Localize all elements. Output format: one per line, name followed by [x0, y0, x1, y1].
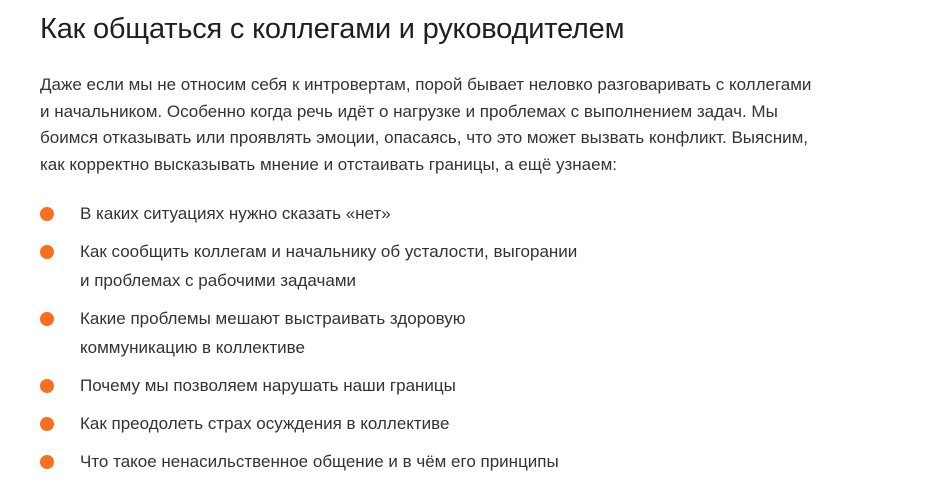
- list-item-text: Почему мы позволяем нарушать наши границы: [80, 376, 456, 395]
- list-item-text: Что такое ненасильственное общение и в чём его принципы: [80, 452, 559, 471]
- topics-list: [40, 199, 900, 476]
- list-item-text: В каких ситуациях нужно сказать «нет»: [80, 204, 391, 223]
- list-item: [40, 199, 900, 228]
- list-item: [40, 371, 900, 400]
- bullet-dot-icon: [40, 245, 54, 259]
- intro-paragraph: Даже если мы не относим себя к интровертам, порой бывает неловко разговаривать с коллегами и начальником. Особенно когда речь идёт о нагрузке и проблемах с выполнением задач. Мы боимся отказывать или проявлять эмоции, опасаясь, что это может вызвать конфликт. Выясним, как корректно высказывать мнение и отстаивать границы, а ещё узнаем:: [40, 75, 812, 174]
- bullet-dot-icon: [40, 379, 54, 393]
- page-title: Как общаться с коллегами и руководителем: [40, 13, 625, 45]
- list-item: [40, 447, 900, 476]
- list-item: [40, 409, 900, 438]
- bullet-dot-icon: [40, 417, 54, 431]
- bullet-dot-icon: [40, 455, 54, 469]
- bullet-dot-icon: [40, 207, 54, 221]
- list-item-text: Какие проблемы мешают выстраивать здоровую коммуникацию в коллективе: [80, 309, 466, 357]
- list-item-text: Как сообщить коллегам и начальнику об усталости, выгорании и проблемах с рабочими задачами: [80, 242, 578, 290]
- list-item: [40, 237, 900, 295]
- bullet-dot-icon: [40, 312, 54, 326]
- list-item: [40, 304, 900, 362]
- list-item-text: Как преодолеть страх осуждения в коллективе: [80, 414, 450, 433]
